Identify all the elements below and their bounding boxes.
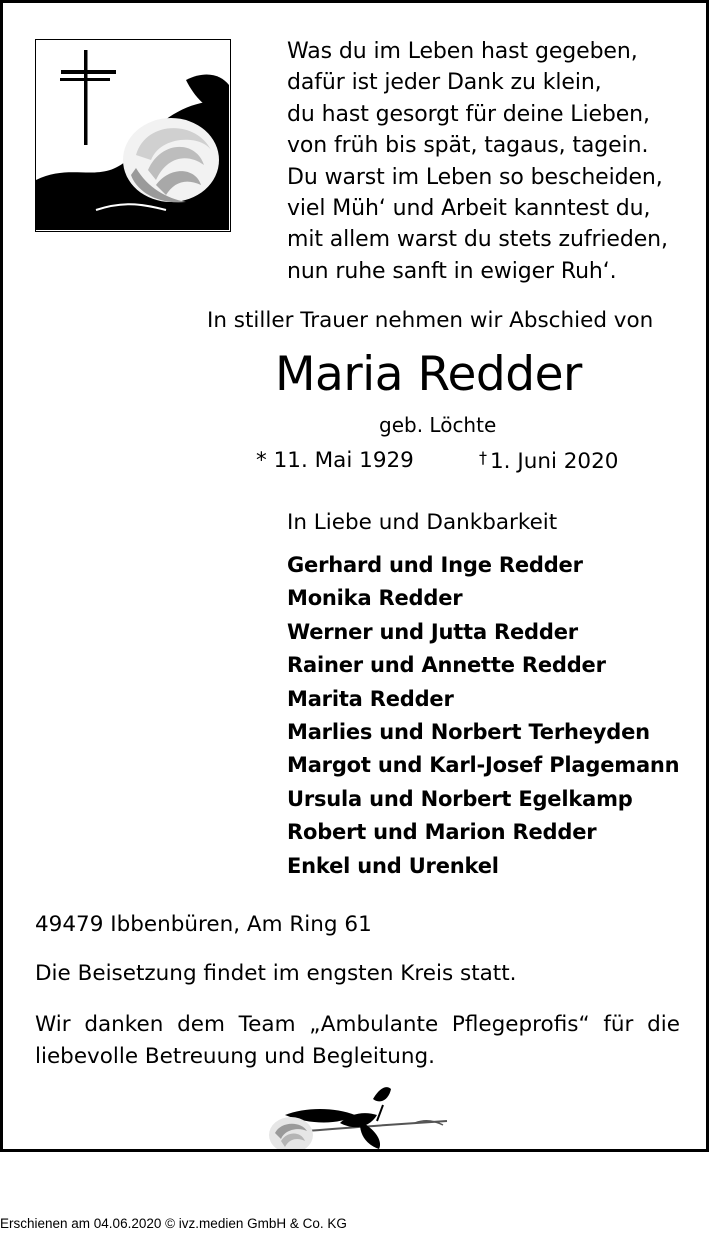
mourner: Marita Redder: [287, 686, 454, 711]
address: 49479 Ibbenbüren, Am Ring 61: [35, 912, 372, 937]
birth-date: * 11. Mai 1929: [256, 448, 414, 473]
poem-line: mit allem warst du stets zufrieden,: [287, 227, 668, 253]
thanks-heading: In Liebe und Dankbarkeit: [287, 510, 558, 535]
poem-line: dafür ist jeder Dank zu klein,: [287, 70, 602, 96]
poem-line: von früh bis spät, tagaus, tagein.: [287, 133, 649, 159]
mourner: Gerhard und Inge Redder: [287, 553, 583, 577]
mourner: Robert und Marion Redder: [287, 820, 597, 845]
poem-line: Was du im Leben hast gegeben,: [287, 39, 638, 64]
rose-icon: [265, 1085, 451, 1149]
death-cross-icon: †: [479, 448, 487, 467]
mourner: Monika Redder: [287, 586, 463, 611]
mourner: Marlies und Norbert Terheyden: [287, 720, 650, 745]
mourner: Enkel und Urenkel: [287, 853, 499, 878]
poem-line: viel Müh‘ und Arbeit kanntest du,: [287, 196, 651, 222]
poem: [287, 36, 697, 287]
mourner: Ursula und Norbert Egelkamp: [287, 786, 633, 811]
cross-rose-graphic: [36, 40, 229, 230]
gratitude-line: Wir danken dem Team „Ambulante Pflegeprofis“ für die: [35, 1012, 680, 1037]
maiden-name: geb. Löchte: [379, 413, 497, 437]
intro-text: In stiller Trauer nehmen wir Abschied von: [207, 308, 654, 333]
deceased-name: Maria Redder: [275, 347, 582, 402]
mourner: Rainer und Annette Redder: [287, 653, 606, 678]
death-date-group: [479, 448, 618, 474]
funeral-note: Die Beisetzung findet im engsten Kreis statt.: [35, 961, 517, 986]
mourner: Margot und Karl-Josef Plagemann: [287, 753, 680, 778]
publication-footer: Erschienen am 04.06.2020 © ivz.medien GmbH & Co. KG: [0, 1216, 347, 1231]
mourners-list: [287, 549, 679, 883]
death-date: 1. Juni 2020: [490, 449, 619, 474]
gratitude-line: liebevolle Betreuung und Begleitung.: [35, 1044, 435, 1069]
poem-line: du hast gesorgt für deine Lieben,: [287, 101, 650, 127]
gratitude-note: [35, 1009, 680, 1073]
cross-rose-image: [35, 39, 231, 232]
mourner: Werner und Jutta Redder: [287, 619, 578, 644]
poem-line: Du warst im Leben so bescheiden,: [287, 164, 663, 190]
poem-line: nun ruhe sanft in ewiger Ruh‘.: [287, 258, 617, 284]
